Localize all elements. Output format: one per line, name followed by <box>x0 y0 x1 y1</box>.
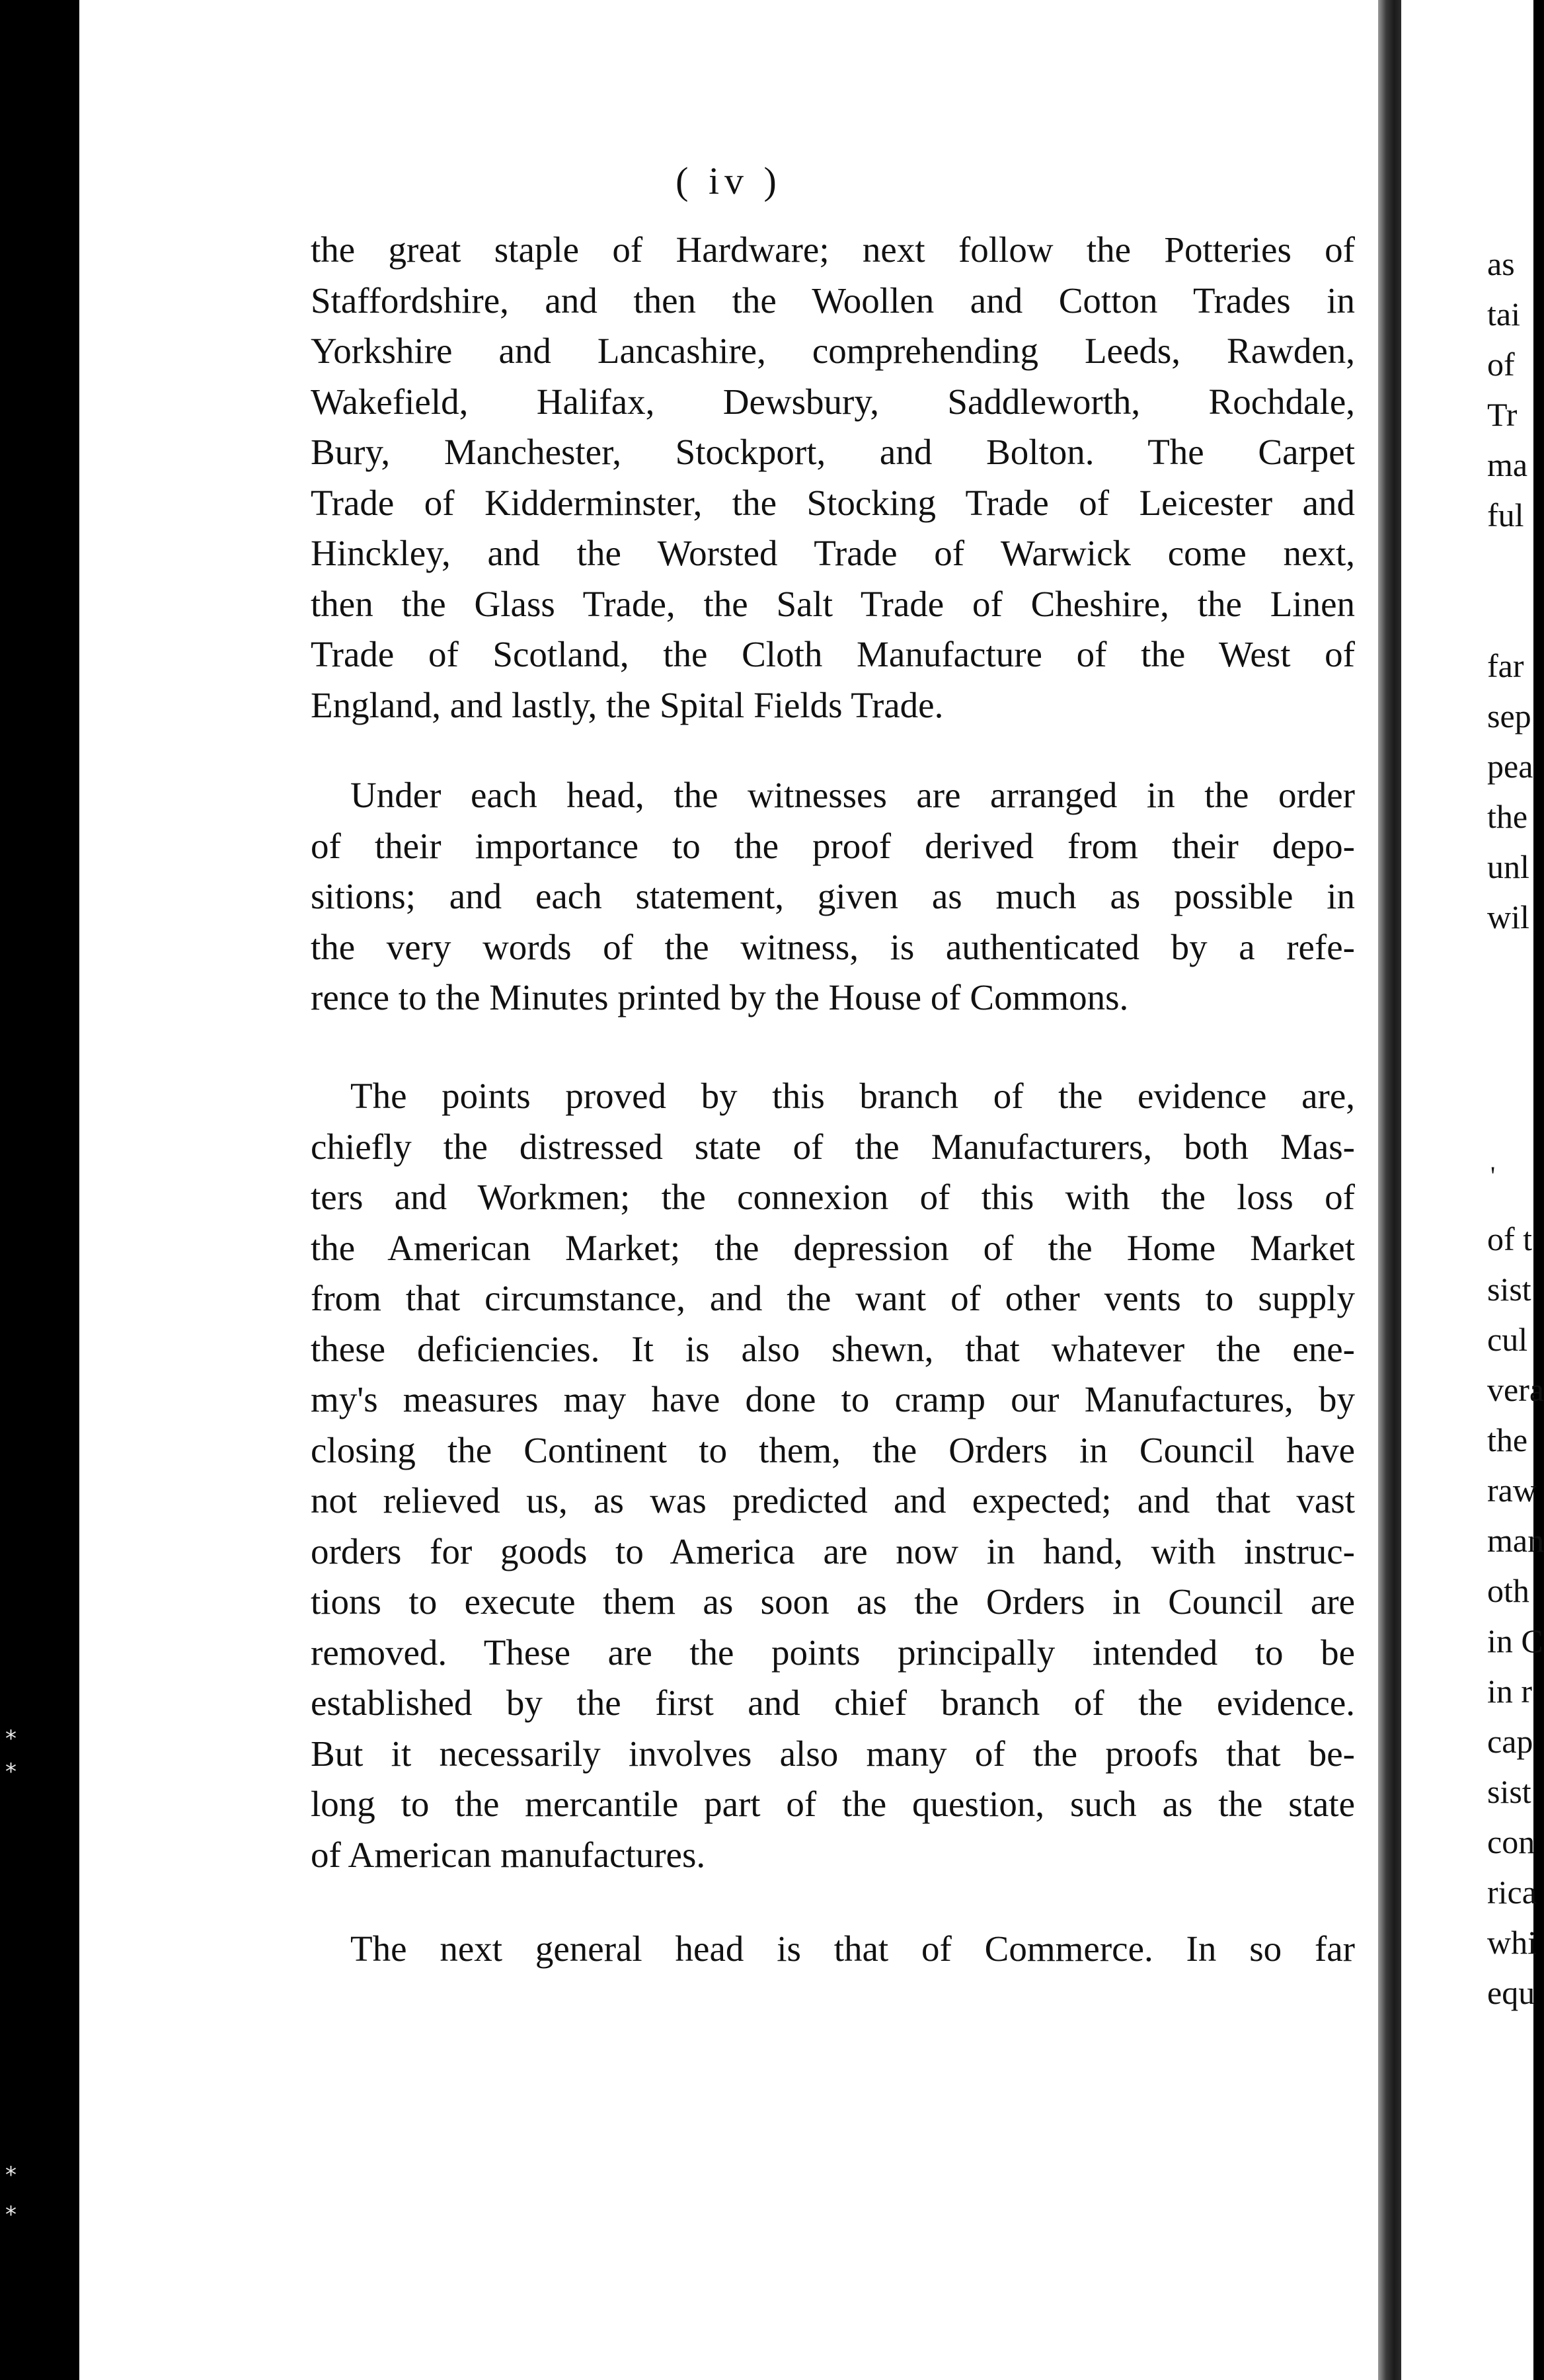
text-line: orders for goods to America are now in hand, with instruc- <box>311 1530 1355 1571</box>
facing-line: ma <box>1487 446 1528 483</box>
facing-line: wil <box>1487 898 1529 935</box>
text-line: Staffordshire, and then the Woollen and Cotton Trades in <box>311 280 1355 321</box>
paragraph-witnesses <box>311 770 1355 1023</box>
facing-line: cap <box>1487 1723 1533 1760</box>
facing-line: Tr <box>1487 396 1518 433</box>
facing-line: equ <box>1487 1974 1535 2011</box>
text-line: removed. These are the points principally intended to be <box>311 1632 1355 1673</box>
text-line: The points proved by this branch of the evidence are, <box>350 1076 1355 1116</box>
facing-line: the <box>1487 798 1528 835</box>
facing-line: sep <box>1487 697 1531 734</box>
paragraph-commerce <box>311 1924 1355 1975</box>
text-line: tions to execute them as soon as the Orders in Council are <box>311 1581 1355 1622</box>
text-line: Yorkshire and Lancashire, comprehending Leeds, Rawden, <box>311 331 1355 371</box>
stray-mark: ' <box>1490 1161 1496 1191</box>
facing-line: tai <box>1487 296 1520 333</box>
text-line: established by the first and chief branch of the evidence. <box>311 1683 1355 1723</box>
book-gutter <box>1378 0 1401 2380</box>
facing-line: vera <box>1487 1371 1544 1408</box>
paragraph-hardware-trades <box>311 225 1355 731</box>
margin-mark: * <box>5 2202 17 2228</box>
text-line: my's measures may have done to cramp our Manufactures, by <box>311 1379 1355 1419</box>
text-line: of their importance to the proof derived from their depo- <box>311 825 1355 866</box>
text-line: But it necessarily involves also many of the proofs that be- <box>311 1733 1355 1774</box>
facing-line: of t <box>1487 1220 1533 1257</box>
left-black-margin <box>0 0 79 2380</box>
text-line: Hinckley, and the Worsted Trade of Warwick come next, <box>311 533 1355 573</box>
text-line: the American Market; the depression of the Home Market <box>311 1227 1355 1268</box>
margin-mark: * <box>5 1759 17 1785</box>
facing-line: sist <box>1487 1271 1531 1308</box>
facing-line: oth <box>1487 1572 1529 1609</box>
text-line: rence to the Minutes printed by the House of Commons. <box>311 977 1129 1017</box>
paragraph-points-proved <box>311 1071 1355 1880</box>
page-number: ( iv ) <box>676 159 782 202</box>
text-line: of American manufactures. <box>311 1834 706 1875</box>
facing-line: sist <box>1487 1773 1531 1810</box>
text-line: chiefly the distressed state of the Manufacturers, both Mas- <box>311 1126 1355 1167</box>
text-line: from that circumstance, and the want of other vents to supply <box>311 1278 1355 1318</box>
text-line: the very words of the witness, is authenticated by a refe- <box>311 926 1355 967</box>
text-line: Wakefield, Halifax, Dewsbury, Saddleworth, Rochdale, <box>311 381 1355 422</box>
text-line: ters and Workmen; the connexion of this with the loss of <box>311 1177 1355 1217</box>
facing-line: as <box>1487 245 1515 282</box>
facing-line: unl <box>1487 848 1529 885</box>
text-line: long to the mercantile part of the question, such as the state <box>311 1784 1355 1824</box>
text-line: sitions; and each statement, given as much as possible in <box>311 876 1355 916</box>
margin-mark: * <box>5 1726 17 1752</box>
facing-line: ful <box>1487 496 1524 534</box>
text-line: the great staple of Hardware; next follow the Potteries of <box>311 229 1355 270</box>
text-line: not relieved us, as was predicted and expected; and that vast <box>311 1480 1355 1521</box>
facing-line: the <box>1487 1421 1528 1458</box>
facing-line: raw <box>1487 1472 1537 1509</box>
book-page <box>79 0 1378 2380</box>
facing-line: in C <box>1487 1622 1543 1659</box>
text-line: Bury, Manchester, Stockport, and Bolton. The Carpet <box>311 432 1355 472</box>
text-line: Trade of Kidderminster, the Stocking Trade of Leicester and <box>311 482 1355 523</box>
facing-line: con <box>1487 1823 1535 1860</box>
facing-line: of <box>1487 346 1515 383</box>
facing-line: man <box>1487 1522 1544 1559</box>
text-line: closing the Continent to them, the Orders in Council have <box>311 1429 1355 1470</box>
facing-line: pea <box>1487 748 1533 785</box>
text-line: these deficiencies. It is also shewn, that whatever the ene- <box>311 1328 1355 1369</box>
facing-line: rica <box>1487 1874 1537 1911</box>
facing-line: in r <box>1487 1673 1533 1710</box>
facing-line: cul <box>1487 1321 1528 1358</box>
text-line: Trade of Scotland, the Cloth Manufacture of the West of <box>311 634 1355 674</box>
text-line: then the Glass Trade, the Salt Trade of Cheshire, the Linen <box>311 583 1355 624</box>
text-line: The next general head is that of Commerce. In so far <box>350 1928 1355 1969</box>
facing-page <box>1401 0 1544 2380</box>
text-line: Under each head, the witnesses are arranged in the order <box>350 775 1355 815</box>
margin-mark: * <box>5 2162 17 2188</box>
facing-line: whi <box>1487 1924 1537 1961</box>
text-line: England, and lastly, the Spital Fields Trade. <box>311 684 944 725</box>
facing-line: far <box>1487 647 1524 684</box>
